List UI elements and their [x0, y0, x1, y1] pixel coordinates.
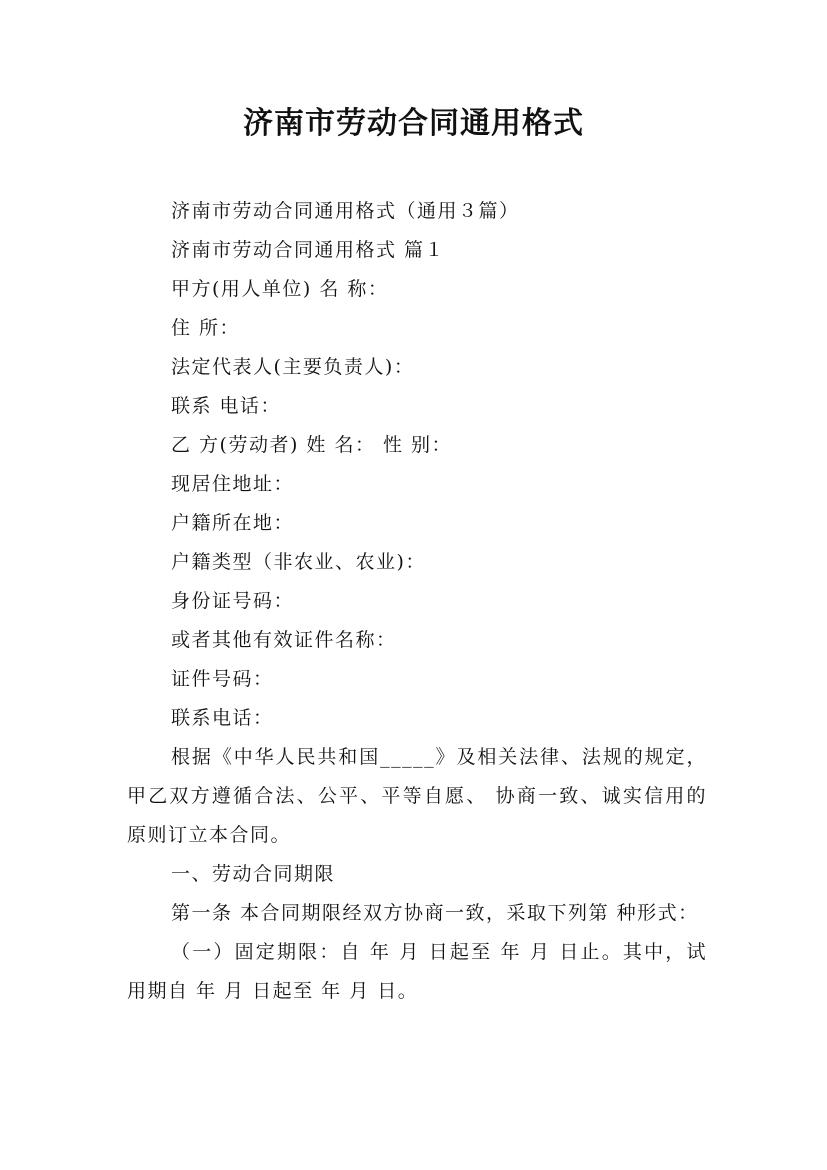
article-1-paragraph: 第一条 本合同期限经双方协商一致，采取下列第 种形式：	[171, 902, 699, 924]
household-location-line: 户籍所在地：	[171, 512, 295, 534]
party-a-name-line: 甲方(用人单位) 名 称：	[171, 278, 389, 300]
section-heading: 一、劳动合同期限	[171, 863, 336, 885]
party-b-name-gender-line: 乙 方(劳动者) 姓 名： 性 别：	[171, 434, 453, 456]
subtitle-line: 济南市劳动合同通用格式（通用３篇）	[171, 200, 520, 222]
current-address-line: 现居住地址：	[171, 473, 295, 495]
clause-1-paragraph: （一）固定期限：自 年 月 日起至 年 月 日止。其中，试用期自 年 月 日起至 年 月 日。	[127, 941, 707, 1002]
legal-representative-line: 法定代表人(主要负责人)：	[171, 356, 415, 378]
basis-paragraph: 根据《中华人民共和国_____》及相关法律、法规的规定，甲乙双方遵循合法、公平、平等自愿、 协商一致、诚实信用的原则订立本合同。	[127, 746, 707, 846]
household-type-line: 户籍类型（非农业、农业)：	[171, 551, 426, 573]
party-a-phone-line: 联系 电话：	[171, 395, 282, 417]
party-a-address-line: 住 所：	[171, 317, 241, 339]
id-number-line: 身份证号码：	[171, 590, 295, 612]
document-title: 济南市劳动合同通用格式	[243, 106, 584, 141]
party-b-phone-line: 联系电话：	[171, 707, 274, 729]
section-title-line: 济南市劳动合同通用格式 篇１	[171, 239, 446, 261]
document-body	[127, 192, 707, 1011]
other-id-name-line: 或者其他有效证件名称：	[171, 629, 397, 651]
id-doc-number-line: 证件号码：	[171, 668, 274, 690]
